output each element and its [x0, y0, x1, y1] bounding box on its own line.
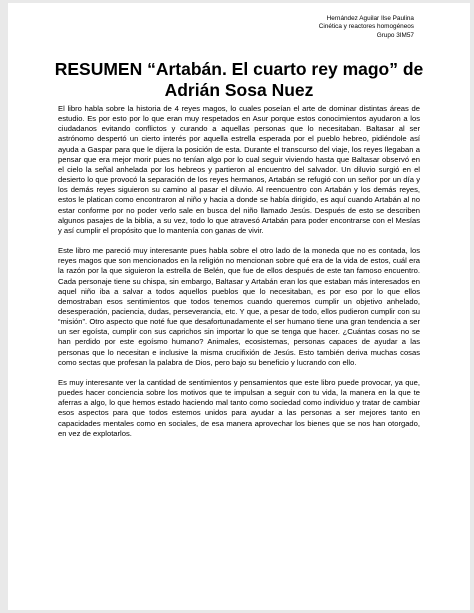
title-line-2: Adrián Sosa Nuez	[164, 80, 314, 100]
paragraph-1: El libro habla sobre la historia de 4 reyes magos, lo cuales poseían el arte de dominar distintas áreas de estudio. Es por esto por lo que eran muy respetados en Asur porque estos conocimientos ayudaron a los ciudadanos evitando conflictos y curando a aquellas personas que lo necesitaban. Baltasar al ser astrónomo despertó un cierto interés por aquella estrella esperada por el pueblo hebreo, pidiéndole así ayuda a Gaspar para que le dijera la posición de esta. Durante el transcurso del viaje, los reyes llegaban a pensar que era mejor morir pues no tenían algo por lo cual seguir viviendo hasta que Baltasar observó en el cielo la señal anhelada por los hebreos y partieron al encuentro del salvador. Un diluvio surgió en el desierto lo que provocó la separación de los reyes hermanos, Artabán se refugió con un señor por un día y los demás reyes siguieron su camino al pasar el diluvio. Al reencuentro con Artabán y los demás reyes, estos le platican como encontraron al niño y hacia a donde se había dirigido, es aquí cuando Artabán al no estar conforme por no poder verlo sale en busca del niño llamado Jesús. Después de esto se describen algunos pasajes de la biblia, a su vez, todo lo que atravesó Artabán para poder encontrarse con el Mesías y así cumplir el propósito que lo mantenía con ganas de vivir.	[58, 104, 420, 235]
header-info	[319, 15, 414, 40]
document-title	[52, 59, 426, 101]
course-name: Cinética y reactores homogéneos	[318, 23, 414, 31]
title-line-1: RESUMEN “Artabán. El cuarto rey mago” de	[54, 59, 424, 79]
document-body	[58, 104, 420, 449]
group-label: Grupo 3IM57	[376, 31, 414, 39]
paragraph-2: Este libro me pareció muy interesante pues habla sobre el otro lado de la moneda que no es contada, los reyes magos que son mencionados en la religión no mencionan sobre qué era de la vida de estos, cuál era la razón por la que siguieron la estrella de Belén, que fue de ellos después de este tan famoso encuentro. Cada personaje tiene su chispa, sin embargo, Baltasar y Artabán eran los que estaban más interesados en aquel niño iba a salvar a todos aquellos pueblos que lo necesitaban, es por eso por lo que ellos demostraban esos sentimientos que todos tenemos cuando queremos cumplir un objetivo anhelado, desesperación, paciencia, dudas, perseverancia, etc. Y que, a pesar de todo, ellos pudieron cumplir con su “misión”. Otro aspecto que noté fue que desafortunadamente el ser humano tiene una gran tendencia a ser un ser egoísta, cumplir con sus caprichos sin importar lo que se tenga que hacer. ¿Cuántas cosas no se han perdido por este egoísmo humano? Animales, ecosistemas, personas capaces de ayudar a las personas que lo necesitan e inclusive la misma crucifixión de Jesús. Esto también deriva muchas cosas como sectas que profesan la palabra de Dios, pero bajo su beneficio y lucrando con ello.	[58, 246, 420, 367]
paragraph-3: Es muy interesante ver la cantidad de sentimientos y pensamientos que este libro puede provocar, ya que, puedes hacer conciencia sobre los motivos que te impulsan a seguir con tu vida, la manera en la que te aferras a algo, lo que hemos estado haciendo mal tanto como sociedad como individuo y tratar de cambiar esos aspectos para que todos estemos unidos para ayudar a las personas a ser mejores tanto en capacidades mentales como en sociales, de esa manera aprovechar los bienes que se nos han otorgado, en vez de explotarlos.	[58, 377, 420, 438]
author-name: Hernández Aguilar Ilse Paulina	[326, 15, 414, 22]
document-page	[8, 3, 470, 610]
